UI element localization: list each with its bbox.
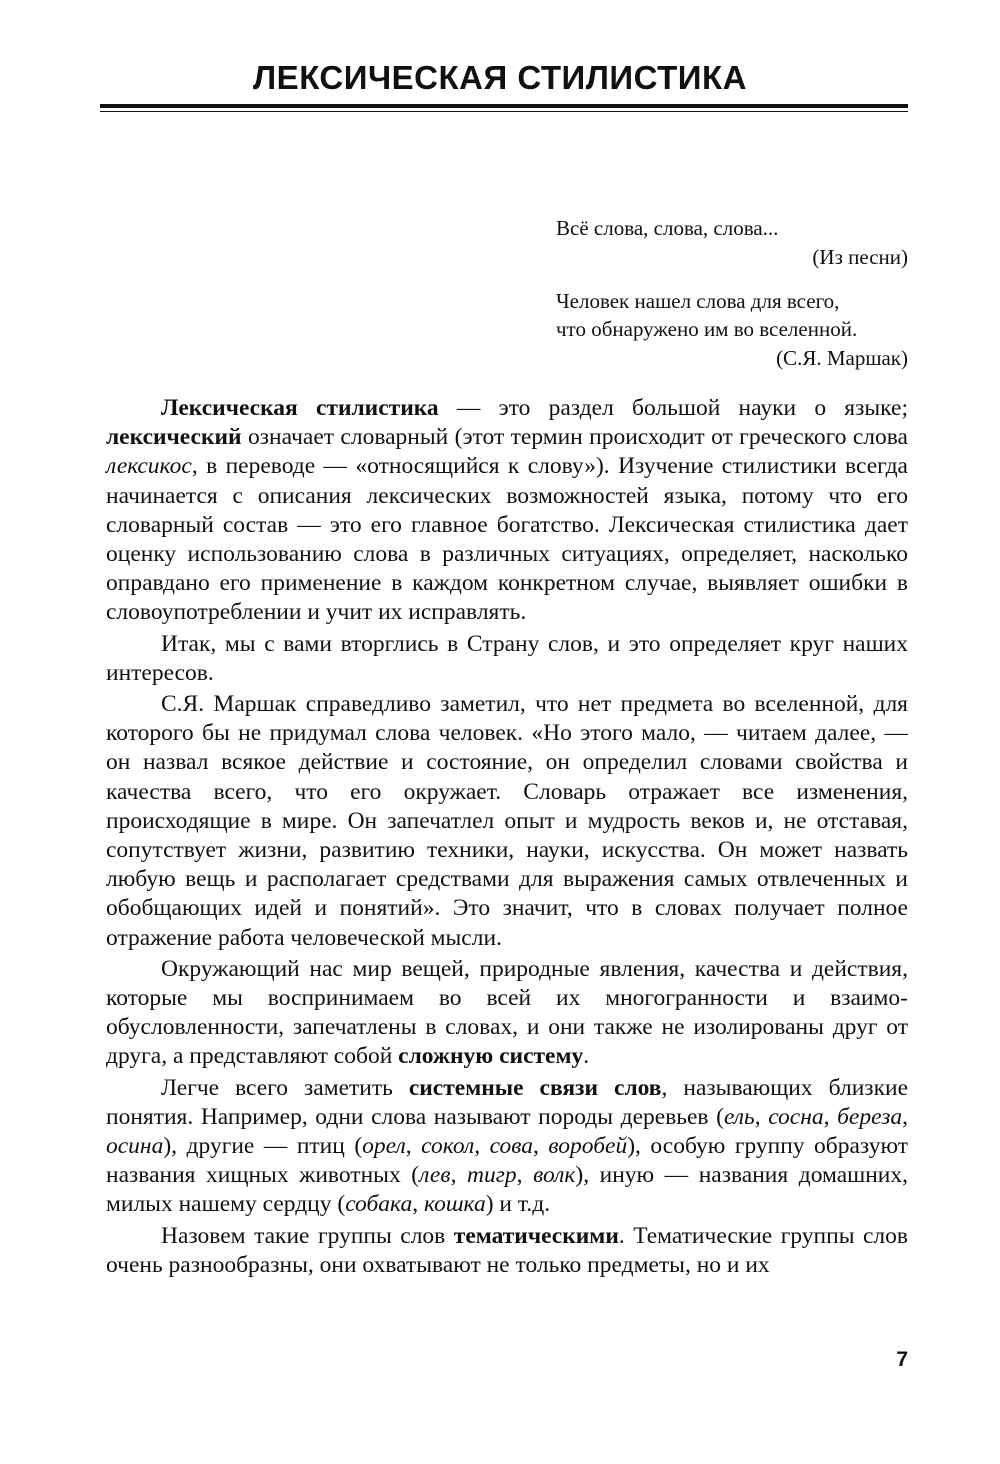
example-word: волк bbox=[533, 1162, 576, 1189]
text-run: , в переводе — «относящийся к слову»). Изучение стилистики всегда начинается с описания лексических возможностей языка, потому что его словарный состав — это его главное богатство. Лексическая стилистика дает оценку использованию слова в различных ситуациях, определяет, насколько оправдано его применение в каждом конкретном случае, выявляет ошибки в словоупотреблении и учит их исправлять. bbox=[106, 453, 908, 626]
example-word: кошка bbox=[423, 1191, 486, 1218]
text-run: , bbox=[405, 1133, 422, 1160]
text-run: — это раздел большой науки о языке; bbox=[438, 395, 908, 421]
chapter-title: ЛЕКСИЧЕСКАЯ СТИЛИСТИКА bbox=[253, 59, 747, 96]
term-bold: лексический bbox=[106, 424, 242, 451]
epigraph-line: что обнаружено им во вселенной. bbox=[556, 317, 858, 341]
text-run: , называющих близкие понятия. Например, одни слова называют породы деревьев ( bbox=[106, 1074, 909, 1130]
example-word: осина bbox=[106, 1133, 164, 1160]
example-word: сова bbox=[489, 1133, 534, 1160]
paragraph: Итак, мы с вами вторглись в Страну слов, и это определяет круг наших интересов. bbox=[106, 630, 908, 686]
example-word: воробей bbox=[548, 1133, 628, 1160]
paragraph bbox=[106, 1074, 908, 1220]
text-run: . bbox=[583, 1043, 590, 1070]
text-run: Назовем такие группы слов bbox=[161, 1222, 454, 1249]
example-word: сосна bbox=[768, 1103, 824, 1130]
epigraph-line: Всё слова, слова, слова... bbox=[556, 216, 779, 240]
epigraph-marshak bbox=[556, 287, 908, 372]
epigraph-source: (С.Я. Маршак) bbox=[776, 346, 908, 370]
text-run: ), особую группу образуют названия хищных животных ( bbox=[106, 1133, 908, 1189]
epigraph-song bbox=[556, 214, 908, 271]
example-word: сокол bbox=[421, 1133, 475, 1160]
text-run: . Тематические группы слов очень разнообразны, они охватывают не только предметы, но и их bbox=[106, 1222, 908, 1278]
paragraph bbox=[106, 955, 908, 1072]
text-run: ) и т.д. bbox=[485, 1191, 551, 1218]
example-word: ель bbox=[723, 1103, 755, 1130]
text-run: , bbox=[823, 1103, 838, 1130]
term-italic: лексикос bbox=[106, 453, 192, 480]
term-bold: Лексическая стилистика bbox=[161, 395, 439, 421]
text-run: Легче всего заметить bbox=[161, 1074, 409, 1101]
text-run: , bbox=[754, 1103, 769, 1130]
text-run: , bbox=[412, 1191, 424, 1218]
term-bold: системные связи слов bbox=[408, 1074, 662, 1101]
text-run: , bbox=[450, 1162, 467, 1189]
epigraphs bbox=[556, 214, 908, 372]
paragraph bbox=[106, 394, 908, 628]
page-number: 7 bbox=[896, 1348, 908, 1371]
example-word: тигр bbox=[467, 1162, 517, 1189]
body-text bbox=[106, 394, 908, 1280]
example-word: собака bbox=[345, 1191, 413, 1218]
text-run: , bbox=[516, 1162, 534, 1189]
title-underline-thick bbox=[100, 104, 908, 108]
epigraph-line: Человек нашел слова для всего, bbox=[556, 289, 840, 313]
example-word: лев bbox=[419, 1162, 451, 1189]
text-run: означает словарный (этот термин происходит от греческого слова bbox=[241, 424, 908, 451]
paragraph: С.Я. Маршак справедливо заметил, что нет предмета во вселенной, для которого бы не придумал слова человек. «Но этого мало, — читаем далее, — он назвал всякое действие и состояние, он определил словами свойства и качества всего, что его окружает. Словарь отражает все изменения, происходящие в мире. Он запечатлел опыт и мудрость веков и, не отставая, сопутствует жизни, развитию техники, науки, искусства. Он может назвать любую вещь и располагает средствами для выражения самых отвлеченных и обобщающих идей и понятий». Это значит, что в словах получает полное отражение работа человеческой мысли. bbox=[106, 691, 908, 951]
text-run: Окружающий нас мир вещей, природные явления, качества и действия, которые мы воспринимаем во всей их многогранности и взаимообусловленности, запечатлены в словах, и они также не изолированы друг от друга, а представляют собой bbox=[106, 955, 908, 1070]
example-word: орел bbox=[362, 1133, 406, 1160]
text-run: ), другие — птиц ( bbox=[163, 1133, 363, 1160]
text-run: , bbox=[533, 1133, 549, 1160]
text-run: ), иную — названия домашних, милых нашему сердцу ( bbox=[106, 1162, 909, 1218]
epigraph-source: (Из песни) bbox=[812, 245, 908, 269]
example-word: береза bbox=[837, 1103, 903, 1130]
term-bold: тематическими bbox=[453, 1222, 619, 1249]
text-run: , bbox=[902, 1103, 908, 1130]
term-bold: сложную систему bbox=[398, 1043, 584, 1070]
text-run: , bbox=[474, 1133, 490, 1160]
title-underline-thin bbox=[100, 111, 908, 112]
paragraph bbox=[106, 1222, 908, 1280]
